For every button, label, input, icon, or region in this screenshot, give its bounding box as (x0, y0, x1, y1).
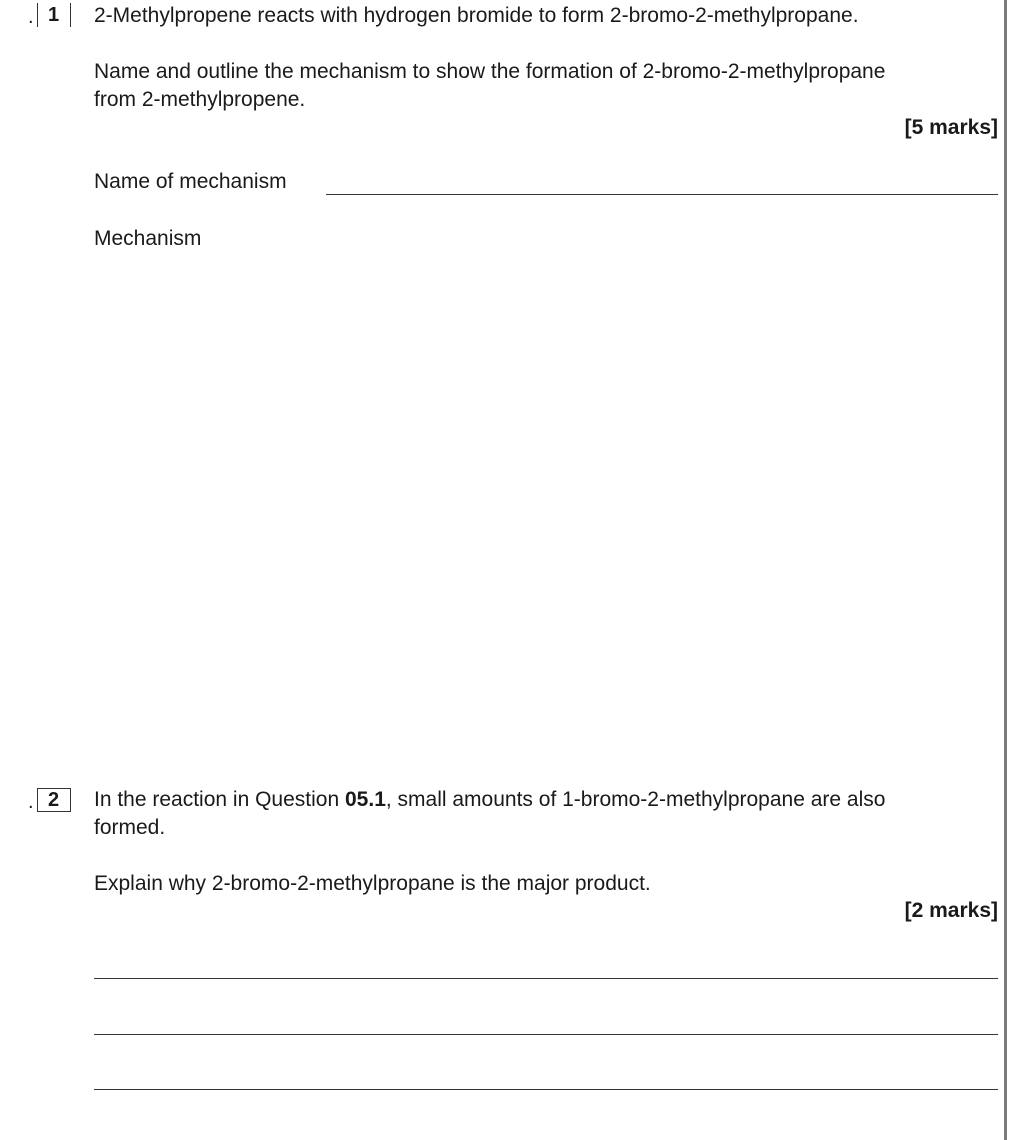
question-number-2 (28, 787, 71, 813)
q1-name-label: Name of mechanism (94, 170, 287, 193)
q2-line1 (94, 786, 885, 814)
q1-instruction-line1: Name and outline the mechanism to show the formation of 2-bromo-2-methylpropane (94, 60, 886, 83)
q2-answer-line[interactable] (94, 1089, 998, 1090)
question-number-1 (28, 2, 71, 28)
question-number-dot: . (28, 6, 34, 28)
question-number-dot: . (28, 791, 34, 813)
question-number-box: 1 (37, 3, 71, 27)
q1-marks: [5 marks] (904, 116, 998, 139)
q2-marks: [2 marks] (904, 899, 998, 922)
q2-answer-line[interactable] (94, 1034, 998, 1035)
q1-instruction-line2: from 2-methylpropene. (94, 88, 306, 111)
q1-mechanism-answer-area[interactable] (94, 262, 998, 762)
q2-answer-line[interactable] (94, 978, 998, 979)
q2-line1-prefix: In the reaction in Question (94, 788, 345, 811)
question-number-box: 2 (37, 788, 71, 812)
q1-intro: 2-Methylpropene reacts with hydrogen bromide to form 2-bromo-2-methylpropane. (94, 4, 859, 27)
q2-question-ref: 05.1 (345, 788, 386, 811)
q2-line1-suffix: , small amounts of 1-bromo-2-methylpropane are also (385, 788, 886, 811)
q1-mechanism-label: Mechanism (94, 227, 202, 250)
q1-name-answer-line[interactable] (326, 194, 998, 195)
q2-line2: formed. (94, 816, 166, 839)
q2-instruction: Explain why 2-bromo-2-methylpropane is the major product. (94, 872, 651, 895)
page-right-border (1004, 0, 1007, 1140)
